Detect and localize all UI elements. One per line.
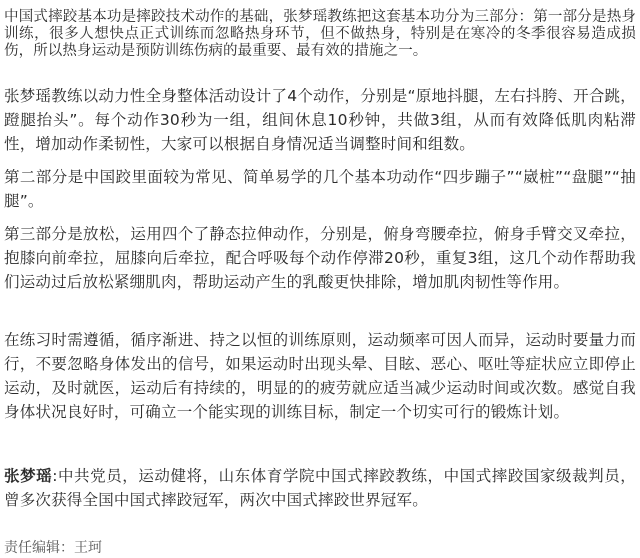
paragraph-warmup-moves: 张梦瑶教练以动力性全身整体活动设计了4个动作，分别是“原地抖腿，左右抖胯、开合跳，蹬腿抬头”。每个动作30秒为一组，组间休息10秒钟，共做3组，从而有效降低肌肉粘滞性，增加动作柔韧性，大家可以根据自身情况适当调整时间和组数。	[4, 87, 636, 153]
paragraph-coach-bio	[4, 464, 636, 512]
editor-credit: 责任编辑：王珂	[4, 540, 102, 556]
coach-name: 张梦瑶	[4, 467, 53, 485]
paragraph-training-principles: 在练习时需遵循，循序渐进、持之以恒的训练原则，运动频率可因人而异，运动时要量力而行，不要忽略身体发出的信号，如果运动时出现头晕、目眩、恶心、呕吐等症状应立即停止运动，及时就医，运动后有持续的，明显的的疲劳就应适当减少运动时间或次数。感觉自我身体状况良好时，可确立一个能实现的训练目标，制定一个切实可行的锻炼计划。	[4, 331, 636, 421]
paragraph-intro: 中国式摔跤基本功是摔跤技术动作的基础，张梦瑶教练把这套基本功分为三部分：第一部分是热身训练，很多人想快点正式训练而忽略热身环节，但不做热身，特别是在寒冷的冬季很容易造成损伤，所以热身运动是预防训练伤病的最重要、最有效的措施之一。	[4, 9, 636, 59]
paragraph-basic-skills: 第二部分是中国跤里面较为常见、简单易学的几个基本功动作“四步蹦子”“崴桩”“盘腿”“抽腿”。	[4, 168, 636, 210]
paragraph-cooldown: 第三部分是放松，运用四个了静态拉伸动作，分别是，俯身弯腰牵拉，俯身手臂交叉牵拉，抱膝向前牵拉，屈膝向后牵拉，配合呼吸每个动作停滞20秒，重复3组，这几个动作帮助我们运动过后放松紧绷肌肉，帮助运动产生的乳酸更快排除，增加肌肉韧性等作用。	[4, 225, 636, 291]
coach-bio-text: :中共党员，运动健将，山东体育学院中国式摔跤教练，中国式摔跤国家级裁判员，曾多次获得全国中国式摔跤冠军，两次中国式摔跤世界冠军。	[4, 467, 636, 509]
